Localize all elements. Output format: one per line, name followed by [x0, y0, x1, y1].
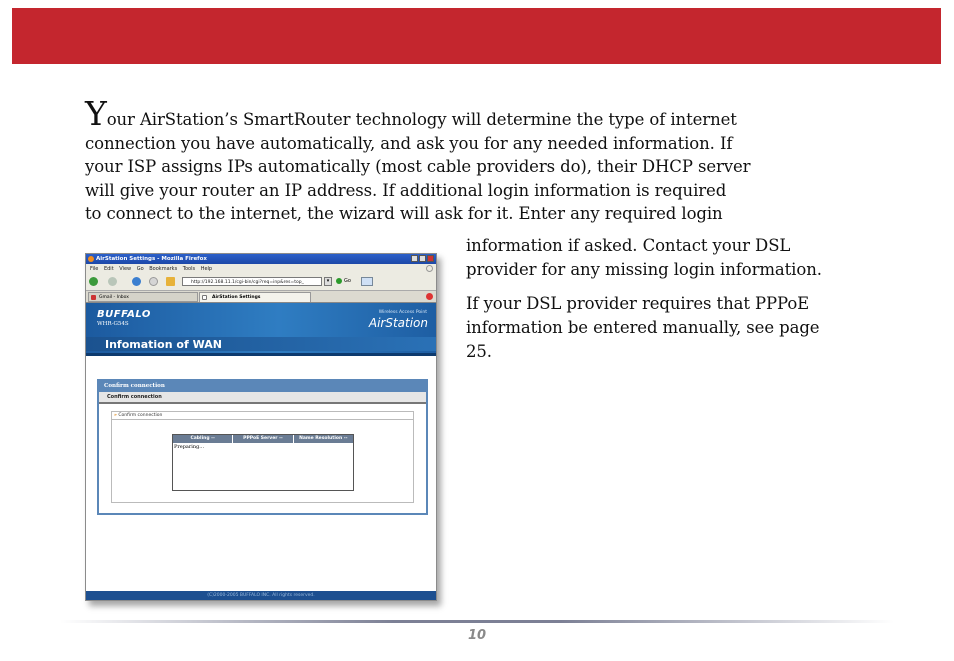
panel-divider [99, 402, 426, 404]
url-input[interactable]: http://192.168.11.1/cgi-bin/cgi?req=inp&res=top_ [182, 277, 322, 286]
url-dropdown-icon[interactable]: ▾ [324, 277, 332, 286]
side-paragraph-2: If your DSL provider requires that PPPoE information be entered manually, see page 25. [466, 294, 820, 361]
close-icon[interactable] [427, 255, 434, 262]
footer-rule [60, 620, 894, 623]
panel-title: Confirm connection [99, 381, 426, 392]
tab-gmail[interactable]: Gmail - Inbox [88, 292, 198, 302]
window-titlebar [86, 254, 436, 264]
confirm-fieldset [111, 411, 414, 503]
minimize-icon[interactable] [411, 255, 418, 262]
header-banner [12, 8, 941, 64]
fieldset-rule [112, 419, 413, 420]
window-controls [411, 255, 434, 263]
forward-icon[interactable] [108, 277, 117, 286]
intro-line-2: connection you have automatically, and ask you for any needed information. If [85, 133, 733, 153]
go-button[interactable]: Go [344, 278, 351, 284]
confirm-panel [97, 379, 428, 515]
extension-icon[interactable] [361, 277, 373, 286]
page-number: 10 [467, 628, 487, 643]
brand-logo: BUFFALO [97, 309, 151, 320]
menu-tools[interactable]: Tools [182, 266, 196, 272]
window-title: AirStation Settings - Mozilla Firefox [96, 256, 207, 262]
menu-file[interactable]: File [90, 266, 99, 272]
header-name-resolution: Name Resolution -- [299, 436, 348, 441]
model-name: WHR-G54S [97, 321, 129, 327]
header-pppoe-server: PPPoE Server -- [233, 435, 293, 443]
intro-paragraph [85, 94, 875, 226]
side-paragraph-1: information if asked. Contact your DSL provider for any missing login information. [466, 236, 822, 279]
menu-bar [86, 264, 436, 274]
tab-airstation-settings[interactable]: AirStation Settings [199, 292, 311, 302]
router-header [86, 303, 436, 356]
menu-view[interactable]: View [119, 266, 132, 272]
drop-cap: Y [85, 94, 107, 133]
menu-go[interactable]: Go [136, 266, 144, 272]
table-header [173, 435, 353, 443]
header-separator [86, 353, 436, 356]
menu-bookmarks[interactable]: Bookmarks [149, 266, 178, 272]
intro-line-3: your ISP assigns IPs automatically (most cable providers do), their DHCP server [85, 157, 751, 176]
back-icon[interactable] [89, 277, 98, 286]
menu-help[interactable]: Help [200, 266, 213, 272]
header-cabling: Cabling -- [173, 435, 233, 443]
gmail-icon [91, 295, 96, 300]
panel-subtitle: Confirm connection [99, 392, 426, 402]
product-line: Wireless Access Point [378, 310, 427, 315]
tab-close-icon[interactable] [426, 293, 433, 300]
firefox-icon [88, 256, 94, 262]
navigation-toolbar [86, 274, 436, 291]
browser-screenshot [85, 253, 437, 601]
stop-icon[interactable] [149, 277, 158, 286]
tab-bar [86, 291, 436, 303]
intro-line-5: to connect to the internet, the wizard will ask for it. Enter any required login [85, 204, 723, 223]
fieldset-label: » Confirm connection [114, 413, 163, 418]
throbber-icon [426, 265, 433, 272]
page-heading: Infomation of WAN [105, 338, 222, 351]
intro-line-1: Your AirStation’s SmartRouter technology will determine the type of internet [85, 94, 737, 133]
reload-icon[interactable] [132, 277, 141, 286]
table-status: Preparing... [174, 444, 205, 450]
side-text [466, 234, 886, 374]
screenshot-footer: (C)2000-2005 BUFFALO INC. All rights reserved. [86, 591, 436, 600]
intro-line-4: will give your router an IP address. If additional login information is required [85, 180, 727, 200]
maximize-icon[interactable] [419, 255, 426, 262]
arrow-icon: » [114, 413, 117, 418]
status-table [172, 434, 354, 491]
page-icon [202, 295, 207, 300]
product-logo: AirStation [368, 316, 428, 330]
menu-edit[interactable]: Edit [103, 266, 114, 272]
home-icon[interactable] [166, 277, 175, 286]
go-icon[interactable] [336, 278, 342, 284]
